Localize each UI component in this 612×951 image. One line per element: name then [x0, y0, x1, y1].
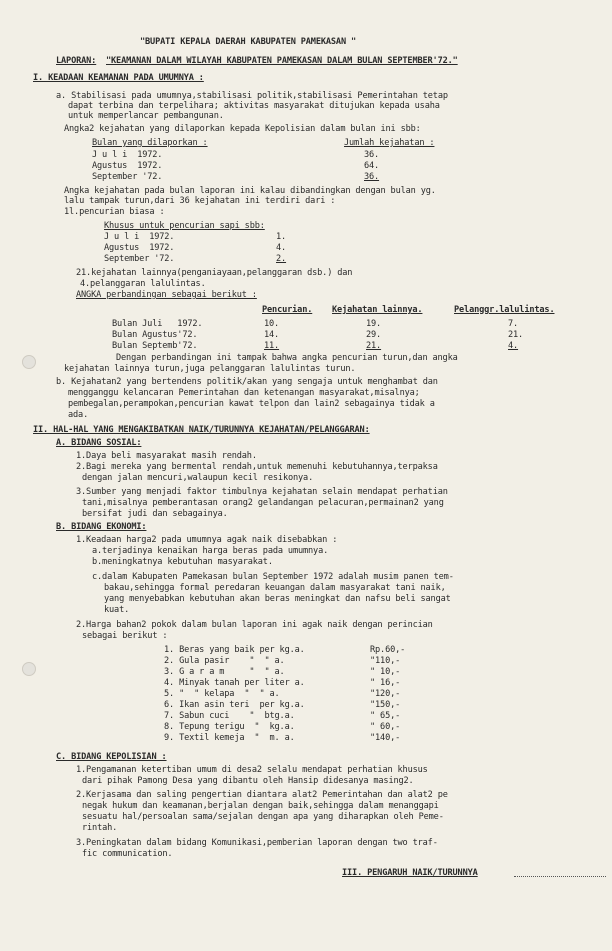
- price-item: 1. Beras yang baik per kg.a.: [164, 645, 305, 655]
- table-cell: J u l i 1972.: [92, 150, 163, 160]
- table-cell: J u l i 1972.: [104, 232, 175, 242]
- next-section-heading: III. PENGARUH NAIK/TURUNNYA: [342, 868, 478, 878]
- text-line: sesuatu hal/persoalan sama/sejalan dengan apa yang diharapkan oleh Peme-: [82, 812, 444, 822]
- text-line: dari pihak Pamong Desa yang dibantu oleh Hansip didesanya masing2.: [82, 776, 414, 786]
- price-value: "120,-: [370, 689, 401, 699]
- text-line: dapat terbina dan terpelihara; aktivitas masyarakat ditujukan kepada usaha: [68, 101, 440, 111]
- table-cell: 14.: [264, 330, 280, 340]
- table-cell: Agustus 1972.: [104, 243, 175, 253]
- text-line: tani,misalnya pemberantasan orang2 gelandangan pelacuran,permainan2 yang: [82, 498, 444, 508]
- text-line: 1.Daya beli masyarakat masih rendah.: [76, 451, 257, 461]
- price-value: " 60,-: [370, 722, 401, 732]
- punch-hole-bottom: [22, 662, 36, 676]
- text-line: b.meningkatnya kebutuhan masyarakat.: [92, 557, 273, 567]
- price-item: 8. Tepung terigu " kg.a.: [164, 722, 295, 732]
- text-line: 3.Peningkatan dalam bidang Komunikasi,pemberian laporan dengan two traf-: [76, 838, 438, 848]
- text-line: bakau,sehingga formal peredaran keuangan dalam masyarakat tani naik,: [104, 583, 446, 593]
- price-value: "140,-: [370, 733, 401, 743]
- table-cell: 7.: [508, 319, 519, 329]
- price-item: 3. G a r a m " " a.: [164, 667, 285, 677]
- table-cell: 10.: [264, 319, 280, 329]
- table-cell: 36.: [364, 172, 380, 182]
- table-header: Khusus untuk pencurian sapi sbb:: [104, 221, 265, 231]
- table-cell: 64.: [364, 161, 380, 171]
- text-line: sebagai berikut :: [82, 631, 168, 641]
- price-item: 2. Gula pasir " " a.: [164, 656, 285, 666]
- table-cell: Bulan Septemb'72.: [112, 341, 198, 351]
- price-item: 7. Sabun cuci " btg.a.: [164, 711, 295, 721]
- subsection-heading: A. BIDANG SOSIAL:: [56, 438, 142, 448]
- table-cell: 21.: [366, 341, 382, 351]
- text-line: a. Stabilisasi pada umumnya,stabilisasi politik,stabilisasi Pemerintahan tetap: [56, 91, 448, 101]
- table-cell: Bulan Agustus'72.: [112, 330, 198, 340]
- text-line: ada.: [68, 410, 89, 420]
- price-value: " 16,-: [370, 678, 401, 688]
- text-line: 3.Sumber yang menjadi faktor timbulnya kejahatan selain mendapat perhatian: [76, 487, 448, 497]
- subsection-heading: C. BIDANG KEPOLISIAN :: [56, 752, 167, 762]
- text-line: a.terjadinya kenaikan harga beras pada umumnya.: [92, 546, 329, 556]
- punch-hole-top: [22, 355, 36, 369]
- text-line: 4.pelanggaran lalulintas.: [80, 279, 206, 289]
- table-cell: 1.: [276, 232, 287, 242]
- text-line: 2.Bagi mereka yang bermental rendah,untuk memenuhi kebutuhannya,terpaksa: [76, 462, 438, 472]
- price-value: "150,-: [370, 700, 401, 710]
- table-cell: 4.: [508, 341, 519, 351]
- table-header: Jumlah kejahatan :: [344, 138, 435, 148]
- text-line: ANGKA perbandingan sebagai berikut :: [76, 290, 257, 300]
- text-line: dengan jalan mencuri,walaupun kecil resikonya.: [82, 473, 314, 483]
- table-cell: 29.: [366, 330, 382, 340]
- table-cell: Bulan Juli 1972.: [112, 319, 203, 329]
- report-label: LAPORAN:: [56, 56, 97, 66]
- text-line: 1.Pengamanan ketertiban umum di desa2 selalu mendapat perhatian khusus: [76, 765, 428, 775]
- text-line: negak hukum dan keamanan,berjalan dengan baik,sehingga dalam menanggapi: [82, 801, 439, 811]
- report-title: "KEAMANAN DALAM WILAYAH KABUPATEN PAMEKASAN DALAM BULAN SEPTEMBER'72.": [106, 56, 458, 66]
- subsection-heading: B. BIDANG EKONOMI:: [56, 522, 147, 532]
- text-line: pembegalan,perampokan,pencurian kawat telpon dan lain2 sebagainya tidak a: [68, 399, 435, 409]
- text-line: c.dalam Kabupaten Pamekasan bulan September 1972 adalah musim panen tem-: [92, 572, 454, 582]
- text-line: kejahatan lainnya turun,juga pelanggaran lalulintas turun.: [64, 364, 356, 374]
- price-item: 9. Textil kemeja " m. a.: [164, 733, 295, 743]
- text-line: 1.Keadaan harga2 pada umumnya agak naik disebabkan :: [76, 535, 338, 545]
- table-header: Bulan yang dilaporkan :: [92, 138, 208, 148]
- text-line: 2.Harga bahan2 pokok dalam bulan laporan ini agak naik dengan perincian: [76, 620, 433, 630]
- price-item: 5. " " kelapa " " a.: [164, 689, 280, 699]
- text-line: fic communication.: [82, 849, 173, 859]
- text-line: 21.kejahatan lainnya(penganiayaan,pelanggaran dsb.) dan: [76, 268, 353, 278]
- document-title: "BUPATI KEPALA DAERAH KABUPATEN PAMEKASAN ": [140, 37, 357, 47]
- compare-header: Kejahatan lainnya.: [332, 305, 423, 315]
- text-line: Dengan perbandingan ini tampak bahwa angka pencurian turun,dan angka: [116, 353, 458, 363]
- text-line: lalu tampak turun,dari 36 kejahatan ini terdiri dari :: [64, 196, 336, 206]
- text-line: b. Kejahatan2 yang bertendens politik/akan yang sengaja untuk menghambat dan: [56, 377, 438, 387]
- price-value: "110,-: [370, 656, 401, 666]
- dotted-leader: [514, 876, 606, 877]
- text-line: kuat.: [104, 605, 130, 615]
- table-cell: 36.: [364, 150, 380, 160]
- price-value: " 65,-: [370, 711, 401, 721]
- section-2-heading: II. HAL-HAL YANG MENGAKIBATKAN NAIK/TURUNNYA KEJAHATAN/PELANGGARAN:: [33, 425, 370, 435]
- section-1-heading: I. KEADAAN KEAMANAN PADA UMUMNYA :: [33, 73, 204, 83]
- table-cell: September '72.: [104, 254, 175, 264]
- price-item: 6. Ikan asin teri per kg.a.: [164, 700, 305, 710]
- price-value: " 10,-: [370, 667, 401, 677]
- text-line: bersifat judi dan sebagainya.: [82, 509, 228, 519]
- table-cell: 4.: [276, 243, 287, 253]
- text-line: 2.Kerjasama dan saling pengertian diantara alat2 Pemerintahan dan alat2 pe: [76, 790, 448, 800]
- price-value: Rp.60,-: [370, 645, 406, 655]
- compare-header: Pelanggr.lalulintas.: [454, 305, 555, 315]
- text-line: Angka kejahatan pada bulan laporan ini kalau dibandingkan dengan bulan yg.: [64, 186, 436, 196]
- text-line: rintah.: [82, 823, 118, 833]
- text-line: mengganggu kelancaran Pemerintahan dan ketenangan masyarakat,misalnya;: [68, 388, 420, 398]
- table-cell: 11.: [264, 341, 280, 351]
- compare-header: Pencurian.: [262, 305, 313, 315]
- text-line: yang menyebabkan kebutuhan akan beras meningkat dan nafsu beli sangat: [104, 594, 451, 604]
- table-cell: 21.: [508, 330, 524, 340]
- text-line: Angka2 kejahatan yang dilaporkan kepada Kepolisian dalam bulan ini sbb:: [64, 124, 421, 134]
- text-line: untuk memperlancar pembangunan.: [68, 111, 224, 121]
- table-cell: 19.: [366, 319, 382, 329]
- table-cell: Agustus 1972.: [92, 161, 163, 171]
- price-item: 4. Minyak tanah per liter a.: [164, 678, 305, 688]
- table-cell: September '72.: [92, 172, 163, 182]
- text-line: 1l.pencurian biasa :: [64, 207, 165, 217]
- table-cell: 2.: [276, 254, 287, 264]
